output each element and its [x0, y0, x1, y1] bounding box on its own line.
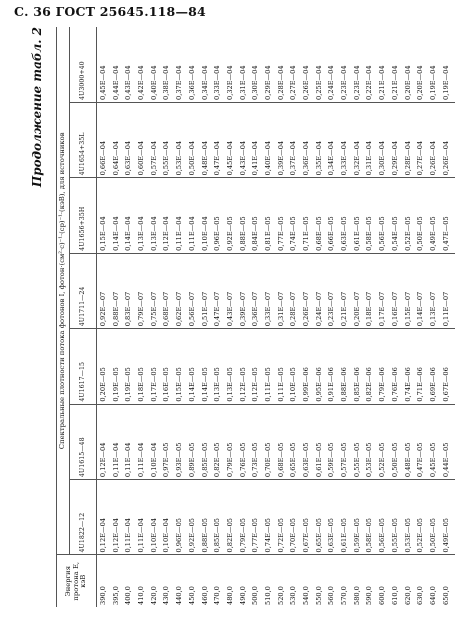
value-cell: 0,93E—05	[175, 442, 184, 478]
value-column	[97, 102, 455, 177]
value-cell: 0,45E—04	[99, 65, 107, 100]
value-cell: 0,11E—05	[263, 367, 272, 402]
energy-cell: 450,0	[187, 586, 196, 605]
value-cell: 0,47E—04	[213, 140, 222, 176]
table-header-row	[57, 27, 70, 607]
energy-cell: 470,0	[213, 586, 222, 605]
energy-cell: 410,0	[137, 586, 146, 605]
value-cell: 0,36E—07	[251, 291, 260, 327]
value-cell: 0,59E—05	[352, 518, 361, 553]
value-cell: 0,12E—04	[162, 216, 171, 251]
value-cell: 0,74E—05	[289, 216, 298, 251]
energy-cell: 520,0	[276, 586, 285, 605]
value-cell: 0,68E—05	[276, 442, 285, 478]
value-cell: 0,42E—04	[137, 65, 146, 100]
value-cell: 0,61E—05	[314, 442, 323, 478]
value-cell: 0,68E—07	[162, 291, 171, 327]
energy-cell: 490,0	[238, 586, 247, 605]
value-cell: 0,11E—04	[111, 442, 120, 478]
value-cell: 0,13E—05	[225, 367, 234, 402]
value-cell: 0,40E—04	[263, 140, 272, 176]
value-cell: 0,71E—05	[302, 216, 310, 251]
value-cell: 0,92E—07	[99, 291, 107, 327]
value-cell: 0,61E—05	[340, 518, 349, 553]
rotated-table-area	[30, 27, 450, 607]
value-cell: 0,50E—05	[416, 216, 425, 251]
value-cell: 0,26E—04	[302, 65, 310, 100]
value-cell: 0,12E—05	[251, 367, 260, 402]
value-cell: 0,53E—05	[403, 518, 412, 553]
table-body-row	[97, 27, 455, 607]
spectral-table	[56, 27, 455, 607]
value-cell: 0,65E—05	[289, 442, 298, 478]
value-cell: 0,44E—04	[111, 65, 120, 100]
value-cell: 0,20E—04	[403, 65, 412, 100]
value-cell: 0,15E—07	[403, 291, 412, 327]
value-cell: 0,95E—06	[314, 367, 323, 402]
value-cell: 0,21E—04	[390, 65, 399, 100]
value-cell: 0,34E—04	[200, 65, 209, 100]
value-cell: 0,56E—05	[378, 518, 387, 553]
value-cell: 0,99E—06	[302, 367, 310, 402]
value-cell: 0,21E—04	[378, 65, 387, 100]
value-cell: 0,85E—05	[213, 518, 222, 553]
value-cell: 0,60E—04	[137, 140, 146, 176]
value-cell: 0,17E—07	[378, 291, 387, 327]
value-cell: 0,55E—05	[390, 518, 399, 553]
value-column	[97, 253, 455, 328]
energy-cell: 390,0	[99, 586, 107, 605]
value-cell: 0,70E—05	[263, 442, 272, 478]
value-cell: 0,14E—07	[416, 291, 425, 327]
value-cell: 0,82E—06	[365, 367, 374, 402]
energy-cell: 560,0	[327, 586, 336, 605]
value-cell: 0,14E—05	[187, 367, 196, 402]
value-cell: 0,74E—05	[263, 518, 272, 553]
value-cell: 0,48E—04	[200, 140, 209, 176]
value-cell: 0,61E—05	[352, 216, 361, 251]
value-cell: 0,76E—06	[390, 367, 399, 402]
value-cell: 0,20E—07	[352, 291, 361, 327]
source-header: 4U1617—15	[70, 329, 97, 404]
value-cell: 0,52E—05	[378, 442, 387, 478]
energy-cell: 460,0	[200, 586, 209, 605]
value-cell: 0,33E—04	[213, 65, 222, 100]
energy-cell: 580,0	[352, 586, 361, 605]
value-cell: 0,23E—07	[327, 291, 336, 327]
value-cell: 0,53E—04	[175, 140, 184, 176]
value-cell: 0,72E—05	[276, 518, 285, 553]
value-cell: 0,44E—05	[441, 442, 450, 478]
value-column	[97, 178, 455, 253]
value-cell: 0,30E—04	[251, 65, 260, 100]
value-cell: 0,36E—04	[302, 140, 310, 176]
value-cell: 0,96E—05	[213, 216, 222, 251]
energy-cell: 590,0	[365, 586, 374, 605]
value-cell: 0,91E—06	[327, 367, 336, 402]
energy-cell: 510,0	[263, 586, 272, 605]
value-cell: 0,79E—06	[378, 367, 387, 402]
value-cell: 0,49E—05	[441, 518, 450, 553]
value-cell: 0,58E—05	[365, 216, 374, 251]
value-cell: 0,11E—07	[441, 291, 450, 327]
value-cell: 0,71E—06	[416, 367, 425, 402]
value-cell: 0,88E—05	[200, 518, 209, 553]
value-cell: 0,67E—06	[441, 367, 450, 402]
value-cell: 0,85E—05	[200, 442, 209, 478]
value-cell: 0,45E—05	[428, 442, 437, 478]
value-cell: 0,26E—04	[428, 140, 437, 176]
value-cell: 0,15E—05	[175, 367, 184, 402]
value-cell: 0,29E—04	[390, 140, 399, 176]
value-cell: 0,25E—04	[314, 65, 323, 100]
value-cell: 0,13E—07	[428, 291, 437, 327]
value-cell: 0,16E—07	[390, 291, 399, 327]
energy-cell: 640,0	[428, 586, 437, 605]
energy-column	[97, 555, 455, 607]
value-cell: 0,37E—04	[289, 140, 298, 176]
source-header: 4U3000+40	[70, 27, 97, 102]
value-cell: 0,39E—04	[276, 140, 285, 176]
value-cell: 0,45E—04	[225, 140, 234, 176]
value-cell: 0,47E—05	[441, 216, 450, 251]
value-cell: 0,54E—05	[390, 216, 399, 251]
value-cell: 0,49E—05	[428, 216, 437, 251]
value-cell: 0,67E—05	[302, 518, 310, 553]
value-cell: 0,48E—05	[403, 442, 412, 478]
value-cell: 0,10E—04	[149, 518, 158, 553]
value-cell: 0,68E—05	[314, 216, 323, 251]
value-cell: 0,12E—04	[111, 518, 120, 553]
value-cell: 0,52E—05	[416, 518, 425, 553]
value-cell: 0,88E—05	[238, 216, 247, 251]
value-cell: 0,57E—05	[340, 442, 349, 478]
value-cell: 0,76E—05	[238, 442, 247, 478]
energy-cell: 550,0	[314, 586, 323, 605]
value-cell: 0,35E—04	[314, 140, 323, 176]
energy-cell: 600,0	[378, 586, 387, 605]
value-cell: 0,69E—06	[428, 367, 437, 402]
value-cell: 0,66E—04	[99, 140, 107, 176]
value-cell: 0,97E—05	[162, 442, 171, 478]
value-cell: 0,63E—05	[340, 216, 349, 251]
value-column	[97, 27, 455, 102]
value-cell: 0,24E—04	[327, 65, 336, 100]
value-cell: 0,40E—04	[149, 65, 158, 100]
source-header: 4U1654+35L	[70, 102, 97, 177]
value-cell: 0,22E—04	[365, 65, 374, 100]
value-cell: 0,12E—04	[99, 442, 107, 478]
value-cell: 0,11E—05	[276, 367, 285, 402]
value-cell: 0,43E—04	[238, 140, 247, 176]
value-cell: 0,33E—07	[263, 291, 272, 327]
value-cell: 0,14E—04	[124, 216, 133, 251]
page-header: С. 36 ГОСТ 25645.118—84	[14, 4, 206, 19]
value-cell: 0,34E—04	[327, 140, 336, 176]
energy-cell: 400,0	[124, 586, 133, 605]
value-cell: 0,50E—05	[390, 442, 399, 478]
value-cell: 0,84E—05	[251, 216, 260, 251]
value-cell: 0,27E—04	[416, 140, 425, 176]
value-cell: 0,16E—05	[162, 367, 171, 402]
value-cell: 0,30E—04	[378, 140, 387, 176]
value-cell: 0,29E—04	[263, 65, 272, 100]
value-cell: 0,63E—05	[327, 518, 336, 553]
value-cell: 0,75E—07	[149, 291, 158, 327]
value-cell: 0,28E—04	[276, 65, 285, 100]
energy-header: Энергия протона E, кэВ	[57, 555, 97, 607]
value-cell: 0,11E—04	[137, 442, 146, 478]
value-cell: 0,19E—04	[428, 65, 437, 100]
value-cell: 0,14E—05	[200, 367, 209, 402]
value-cell: 0,11E—04	[175, 216, 184, 251]
value-cell: 0,56E—05	[378, 216, 387, 251]
energy-cell: 530,0	[289, 586, 298, 605]
value-cell: 0,82E—05	[213, 442, 222, 478]
value-cell: 0,43E—07	[225, 291, 234, 327]
value-cell: 0,26E—04	[441, 140, 450, 176]
value-cell: 0,92E—05	[187, 518, 196, 553]
value-cell: 0,12E—05	[238, 367, 247, 402]
value-cell: 0,70E—05	[289, 518, 298, 553]
source-header-row	[70, 27, 97, 607]
value-cell: 0,10E—05	[289, 367, 298, 402]
value-cell: 0,11E—04	[137, 518, 146, 553]
value-column	[97, 404, 455, 479]
value-cell: 0,36E—04	[187, 65, 196, 100]
value-cell: 0,18E—05	[137, 367, 146, 402]
source-header: 4U1656+35H	[70, 178, 97, 253]
value-cell: 0,23E—04	[352, 65, 361, 100]
value-cell: 0,43E—04	[124, 65, 133, 100]
energy-cell: 440,0	[175, 586, 184, 605]
value-cell: 0,51E—07	[200, 291, 209, 327]
value-cell: 0,14E—04	[111, 216, 120, 251]
source-header: 4U1822—12	[70, 480, 97, 555]
value-cell: 0,10E—04	[200, 216, 209, 251]
value-cell: 0,57E—04	[149, 140, 158, 176]
value-cell: 0,52E—05	[403, 216, 412, 251]
value-cell: 0,77E—05	[276, 216, 285, 251]
value-cell: 0,13E—04	[137, 216, 146, 251]
energy-cell: 430,0	[162, 586, 171, 605]
energy-cell: 570,0	[340, 586, 349, 605]
value-cell: 0,81E—05	[263, 216, 272, 251]
value-cell: 0,10E—04	[162, 518, 171, 553]
value-cell: 0,58E—05	[365, 518, 374, 553]
value-cell: 0,79E—07	[137, 291, 146, 327]
value-cell: 0,55E—05	[352, 442, 361, 478]
value-cell: 0,11E—04	[124, 442, 133, 478]
energy-cell: 420,0	[149, 586, 158, 605]
energy-cell: 540,0	[302, 586, 310, 605]
energy-cell: 480,0	[225, 586, 234, 605]
value-cell: 0,59E—05	[327, 442, 336, 478]
continuation-label: Продолжение табл. 2	[30, 27, 44, 188]
value-cell: 0,32E—04	[225, 65, 234, 100]
value-cell: 0,39E—07	[238, 291, 247, 327]
energy-cell: 630,0	[416, 586, 425, 605]
value-cell: 0,17E—05	[149, 367, 158, 402]
energy-cell: 500,0	[251, 586, 260, 605]
source-header: 4U1615—48	[70, 404, 97, 479]
value-cell: 0,26E—07	[302, 291, 310, 327]
value-cell: 0,12E—04	[99, 518, 107, 553]
value-column	[97, 329, 455, 404]
value-cell: 0,85E—06	[352, 367, 361, 402]
value-cell: 0,62E—07	[175, 291, 184, 327]
energy-cell: 620,0	[403, 586, 412, 605]
value-cell: 0,50E—05	[428, 518, 437, 553]
energy-cell: 395,0	[111, 586, 120, 605]
value-cell: 0,19E—05	[111, 367, 120, 402]
value-cell: 0,55E—04	[162, 140, 171, 176]
value-cell: 0,20E—05	[99, 367, 107, 402]
value-cell: 0,20E—04	[416, 65, 425, 100]
value-cell: 0,89E—05	[187, 442, 196, 478]
value-cell: 0,79E—05	[238, 518, 247, 553]
source-header: 4U1711—24	[70, 253, 97, 328]
value-cell: 0,53E—05	[365, 442, 374, 478]
value-cell: 0,33E—04	[340, 140, 349, 176]
value-cell: 0,21E—07	[340, 291, 349, 327]
value-cell: 0,73E—05	[251, 442, 260, 478]
value-cell: 0,31E—04	[365, 140, 374, 176]
value-cell: 0,11E—04	[187, 216, 196, 251]
value-cell: 0,65E—05	[314, 518, 323, 553]
value-cell: 0,37E—04	[175, 65, 184, 100]
value-cell: 0,18E—07	[365, 291, 374, 327]
value-cell: 0,41E—04	[251, 140, 260, 176]
value-cell: 0,11E—04	[124, 518, 133, 553]
value-cell: 0,74E—06	[403, 367, 412, 402]
value-cell: 0,19E—05	[124, 367, 133, 402]
energy-cell: 650,0	[441, 586, 450, 605]
value-cell: 0,50E—04	[187, 140, 196, 176]
value-cell: 0,63E—05	[302, 442, 310, 478]
spectral-header: Спектральные плотности потока фотонов I, фотон·(см²·с)⁻¹·(ср)⁻¹·(кэВ), для источников	[57, 27, 70, 555]
value-cell: 0,64E—04	[111, 140, 120, 176]
value-cell: 0,10E—04	[149, 442, 158, 478]
value-cell: 0,82E—05	[225, 518, 234, 553]
value-cell: 0,24E—07	[314, 291, 323, 327]
value-cell: 0,47E—07	[213, 291, 222, 327]
value-cell: 0,19E—04	[441, 65, 450, 100]
value-cell: 0,13E—05	[213, 367, 222, 402]
value-cell: 0,31E—07	[276, 291, 285, 327]
value-cell: 0,28E—04	[403, 140, 412, 176]
value-column	[97, 480, 455, 555]
value-cell: 0,31E—04	[238, 65, 247, 100]
value-cell: 0,28E—07	[289, 291, 298, 327]
value-cell: 0,56E—07	[187, 291, 196, 327]
value-cell: 0,66E—05	[327, 216, 336, 251]
value-cell: 0,77E—05	[251, 518, 260, 553]
value-cell: 0,83E—07	[124, 291, 133, 327]
value-cell: 0,47E—05	[416, 442, 425, 478]
value-cell: 0,32E—04	[352, 140, 361, 176]
value-cell: 0,88E—07	[111, 291, 120, 327]
value-cell: 0,92E—05	[225, 216, 234, 251]
energy-cell: 610,0	[390, 586, 399, 605]
value-cell: 0,88E—06	[340, 367, 349, 402]
value-cell: 0,13E—04	[149, 216, 158, 251]
value-cell: 0,63E—04	[124, 140, 133, 176]
value-cell: 0,15E—04	[99, 216, 107, 251]
value-cell: 0,23E—04	[340, 65, 349, 100]
value-cell: 0,79E—05	[225, 442, 234, 478]
value-cell: 0,27E—04	[289, 65, 298, 100]
value-cell: 0,38E—04	[162, 65, 171, 100]
value-cell: 0,96E—05	[175, 518, 184, 553]
